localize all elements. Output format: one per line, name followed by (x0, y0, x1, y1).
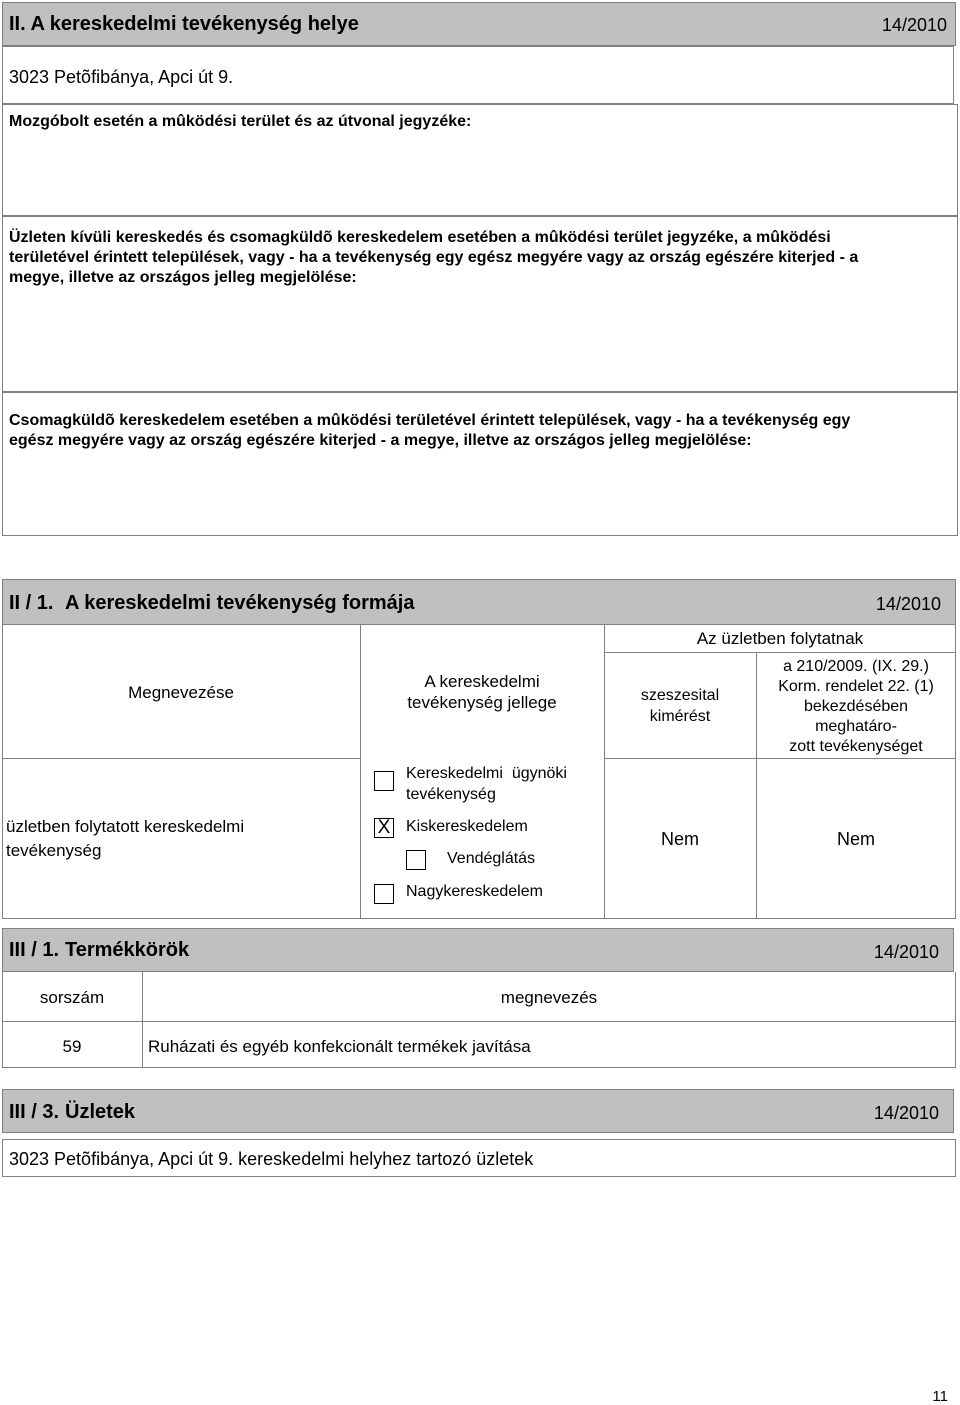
wholesale-checkbox[interactable] (374, 884, 394, 904)
catering-label: Vendéglátás (447, 850, 536, 867)
section-2-code: 14/2010 (881, 15, 947, 35)
section-2-1-code: 14/2010 (875, 594, 941, 614)
catering-checkbox[interactable] (406, 850, 426, 870)
section-3-1-code: 14/2010 (873, 942, 939, 962)
column-spirit-header-2: kimérést (649, 708, 711, 725)
agent-activity-label-2: tevékenység (406, 786, 496, 803)
row-name-1: üzletben folytatott kereskedelmi (6, 817, 245, 836)
mobile-shop-label: Mozgóbolt esetén a mûködési terület és az útvonal jegyzéke: (9, 113, 472, 130)
decree-value: Nem (836, 829, 875, 849)
page-number: 11 (932, 1388, 948, 1405)
table-divider (604, 758, 956, 759)
agent-activity-label-1: Kereskedelmi ügynöki (406, 765, 567, 782)
section-2-1-title: A kereskedelmi tevékenység formája (65, 592, 415, 614)
table-divider (142, 972, 143, 1068)
retail-checkbox[interactable] (374, 818, 394, 838)
section-3-3-title: Üzletek (65, 1101, 136, 1123)
column-decree-header-3: bekezdésében (803, 698, 909, 715)
address-text: 3023 Petõfibánya, Apci út 9. (9, 67, 234, 87)
retail-label: Kiskereskedelem (406, 818, 528, 835)
column-decree-header-2: Korm. rendelet 22. (1) (778, 678, 934, 695)
table-divider (604, 625, 605, 919)
column-name-header: Megnevezése (128, 683, 234, 702)
table-divider (604, 652, 956, 653)
column-type-header-1: A kereskedelmi (424, 672, 540, 691)
column-decree-header-1: a 210/2009. (IX. 29.) (783, 658, 929, 675)
column-type-header-2: tevékenység jellege (407, 693, 557, 712)
section-3-3-code: 14/2010 (873, 1103, 939, 1123)
row-name-2: tevékenység (6, 841, 102, 860)
section-3-1-header (2, 928, 954, 972)
outside-trade-label-2: területével érintett települések, vagy - ha a tevékenység egy egész megyére vagy az ország egészére kiterjed - a (9, 249, 859, 266)
table-divider (2, 1021, 956, 1022)
mail-order-label-2: egész megyére vagy az ország egészére kiterjed - a megye, illetve az országos jelleg megjelölése: (9, 432, 752, 449)
section-2-1-header (2, 579, 956, 625)
product-row-no: 59 (62, 1037, 82, 1056)
section-2-1-prefix: II / 1. (9, 592, 54, 614)
checkbox-mark: X (377, 817, 391, 838)
section-2-title: II. A kereskedelmi tevékenység helye (9, 13, 359, 35)
table-divider (2, 758, 360, 759)
mail-order-box (2, 392, 958, 536)
product-col-name: megnevezés (500, 988, 598, 1007)
product-row-name: Ruházati és egyéb konfekcionált termékek javítása (148, 1037, 531, 1056)
shops-box (2, 1139, 956, 1177)
mail-order-label-1: Csomagküldõ kereskedelem esetében a mûködési területével érintett települések, vagy - ha a tevékenység egy (9, 412, 851, 429)
outside-trade-label-1: Üzleten kívüli kereskedés és csomagküldõ kereskedelem esetében a mûködési terület jegyzéke, a mûködési (9, 229, 831, 246)
address-box (2, 46, 954, 104)
outside-trade-label-3: megye, illetve az országos jelleg megjelölése: (9, 269, 357, 286)
section-3-1-title: Termékkörök (65, 939, 190, 961)
table-divider (360, 625, 361, 919)
mobile-shop-box (2, 104, 958, 216)
column-spirit-header-1: szeszesital (640, 687, 720, 704)
product-col-no: sorszám (39, 988, 105, 1007)
column-decree-header-5: zott tevékenységet (789, 738, 923, 755)
column-decree-header-4: meghatáro- (815, 718, 897, 735)
wholesale-label: Nagykereskedelem (406, 883, 543, 900)
shops-content: 3023 Petõfibánya, Apci út 9. kereskedelmi helyhez tartozó üzletek (9, 1149, 534, 1169)
outside-trade-box (2, 216, 958, 392)
section-2-header (2, 2, 956, 46)
section-3-1-prefix: III / 1. (9, 939, 60, 961)
agent-activity-checkbox[interactable] (374, 771, 394, 791)
section-3-3-prefix: III / 3. (9, 1101, 60, 1123)
column-group-header: Az üzletben folytatnak (696, 629, 864, 648)
spirit-value: Nem (660, 829, 699, 849)
section-3-3-header (2, 1089, 954, 1133)
